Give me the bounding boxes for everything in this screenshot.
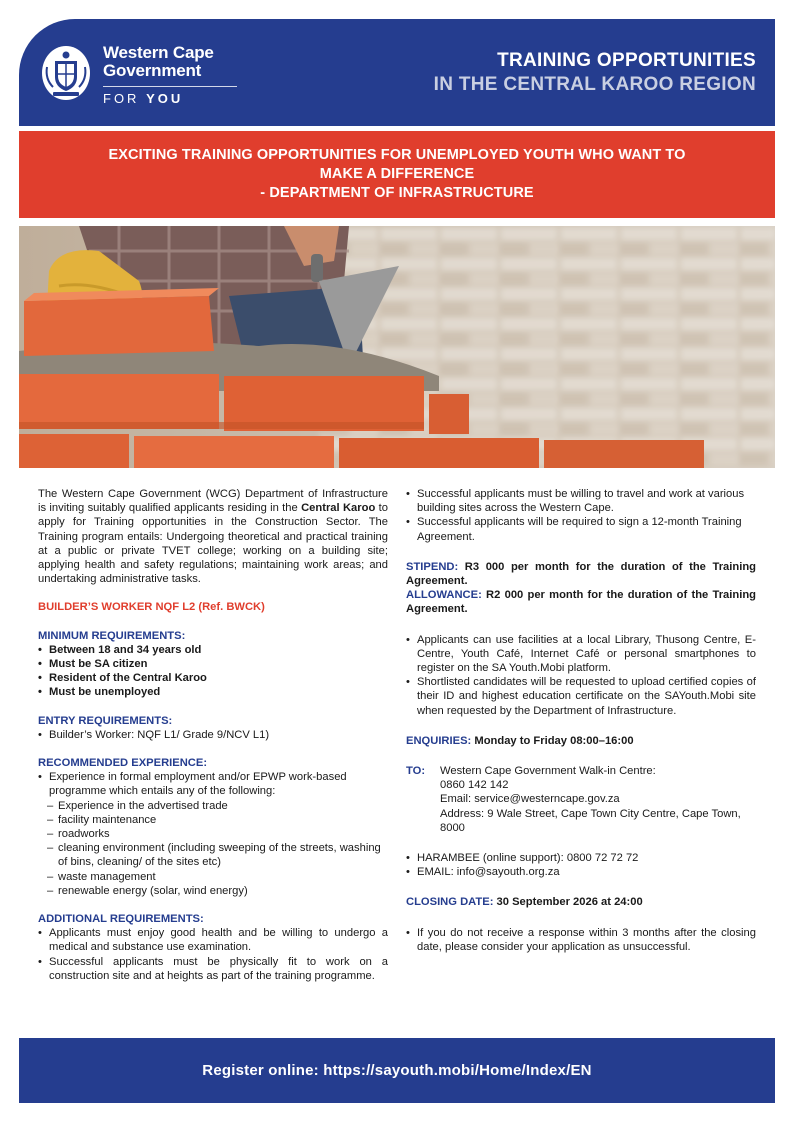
support-contacts-list [406, 851, 756, 879]
intro-text-a: The Western Cape Government (WCG) Department of Infrastructure is inviting suitably qualified applicants residing in the [38, 488, 388, 515]
enquiries-text: Monday to Friday 08:00–16:00 [471, 734, 634, 747]
sublist-item: – cleaning environment (including sweeping of the streets, washing of bins, cleaning/ of the sites etc) [38, 841, 388, 869]
list-item: • Successful applicants will be required to sign a 12-month Training Agreement. [406, 515, 756, 543]
list-item: • Must be unemployed [38, 685, 388, 699]
stipend-line [406, 560, 756, 588]
to-label: TO: [406, 765, 426, 778]
list-item [38, 770, 388, 898]
list-item: • Successful applicants must be willing to travel and work at various building sites across the Western Cape. [406, 487, 756, 515]
intro-paragraph [38, 487, 388, 586]
list-item: • Resident of the Central Karoo [38, 671, 388, 685]
sublist-item: – facility maintenance [38, 813, 388, 827]
logo-divider [103, 86, 237, 87]
contact-details [440, 764, 756, 835]
allowance-line [406, 588, 756, 616]
bricklaying-illustration [19, 226, 775, 468]
left-column [38, 487, 388, 983]
recommended-experience-heading: RECOMMENDED EXPERIENCE: [38, 757, 208, 770]
closing-date-line [406, 895, 756, 909]
closing-label: CLOSING DATE: [406, 896, 494, 909]
register-link[interactable]: Register online: https://sayouth.mobi/Home/Index/EN [202, 1062, 592, 1079]
closing-notes-list [406, 926, 756, 954]
wcg-logo [41, 43, 241, 123]
header-bar [19, 19, 775, 126]
conditions-list [406, 487, 756, 544]
intro-region: Central Karoo [301, 502, 376, 515]
contact-block [406, 764, 756, 835]
recommended-experience-list [38, 770, 388, 898]
additional-requirements-list [38, 926, 388, 983]
sublist-item: – waste management [38, 870, 388, 884]
list-item: • Must be SA citizen [38, 657, 388, 671]
list-item[interactable]: • EMAIL: info@sayouth.org.za [406, 865, 756, 879]
position-title: BUILDER’S WORKER NQF L2 (Ref. BWCK) [38, 601, 265, 614]
phone-number: 0860 142 142 [440, 779, 509, 792]
logo-text-line2: Government [103, 61, 202, 80]
allowance-label: ALLOWANCE: [406, 589, 482, 602]
list-item: • If you do not receive a response within 3 months after the closing date, please consider your application as unsuccessful. [406, 926, 756, 954]
rec-intro: Experience in formal employment and/or EPWP work-based programme which entails any of the following: [49, 771, 347, 798]
banner-line3: - DEPARTMENT OF INFRASTRUCTURE [260, 185, 534, 201]
min-requirements-heading: MINIMUM REQUIREMENTS: [38, 629, 186, 642]
enquiries-line [406, 734, 756, 748]
right-column [406, 487, 756, 954]
entry-requirements-heading: ENTRY REQUIREMENTS: [38, 714, 173, 727]
stipend-label: STIPEND: [406, 560, 459, 573]
list-item: • Builder’s Worker: NQF L1/ Grade 9/NCV L1) [38, 728, 388, 742]
contact-email[interactable]: Email: service@westerncape.gov.za [440, 793, 620, 806]
list-item: • HARAMBEE (online support): 0800 72 72 72 [406, 851, 756, 865]
entry-requirements-list [38, 728, 388, 742]
enquiries-label: ENQUIRIES: [406, 734, 472, 747]
allowance-text: R2 000 per month for the duration of the Training Agreement. [406, 589, 756, 616]
register-footer [19, 1038, 775, 1103]
sublist-item: – roadworks [38, 827, 388, 841]
list-item: • Applicants must enjoy good health and be willing to undergo a medical and substance use examination. [38, 926, 388, 954]
intro-text-b: to apply for Training opportunities in the Construction Sector. The Training program entails: Undergoing theoretical and practical training at a public or private TVET college; working on a building site; applying health and safety regulations; maintaining work areas; and undertaking administrative tasks. [38, 502, 388, 586]
walk-in-centre: Western Cape Government Walk-in Centre: [440, 765, 656, 778]
banner-line2: MAKE A DIFFERENCE [319, 166, 475, 182]
application-info-list [406, 633, 756, 718]
additional-requirements-heading: ADDITIONAL REQUIREMENTS: [38, 913, 204, 926]
list-item: • Shortlisted candidates will be requested to upload certified copies of their ID and highest education certificate on the SAYouth.Mobi site when requested by the Department of Infrastructure. [406, 675, 756, 718]
list-item: • Applicants can use facilities at a local Library, Thusong Centre, E-Centre, Youth Café, Internet Café or personal smartphones to register on the SA Youth.Mobi platform. [406, 633, 756, 676]
list-item: • Successful applicants must be physically fit to work on a construction site and at heights as part of the training programme. [38, 955, 388, 983]
page-title [434, 49, 756, 97]
headline-banner [19, 131, 775, 218]
hero-photo [19, 226, 775, 468]
list-item: • Between 18 and 34 years old [38, 643, 388, 657]
sublist-item: – Experience in the advertised trade [38, 799, 388, 813]
title-line1: TRAINING OPPORTUNITIES [497, 50, 756, 71]
logo-tagline-for: FOR [103, 91, 140, 106]
contact-address: Address: 9 Wale Street, Cape Town City Centre, Cape Town, 8000 [440, 807, 741, 834]
closing-text: 30 September 2026 at 24:00 [493, 896, 643, 909]
stipend-text: R3 000 per month for the duration of the Training Agreement. [406, 560, 756, 588]
logo-text-line1: Western Cape [103, 43, 214, 62]
coat-of-arms-icon [41, 45, 91, 101]
sublist-item: – renewable energy (solar, wind energy) [38, 884, 388, 898]
logo-tagline [103, 91, 183, 106]
title-line2: IN THE CENTRAL KAROO REGION [433, 74, 756, 95]
banner-line1: EXCITING TRAINING OPPORTUNITIES FOR UNEMPLOYED YOUTH WHO WANT TO [108, 147, 686, 163]
min-requirements-list [38, 643, 388, 700]
logo-tagline-you: YOU [146, 91, 184, 106]
experience-sublist [38, 799, 388, 898]
